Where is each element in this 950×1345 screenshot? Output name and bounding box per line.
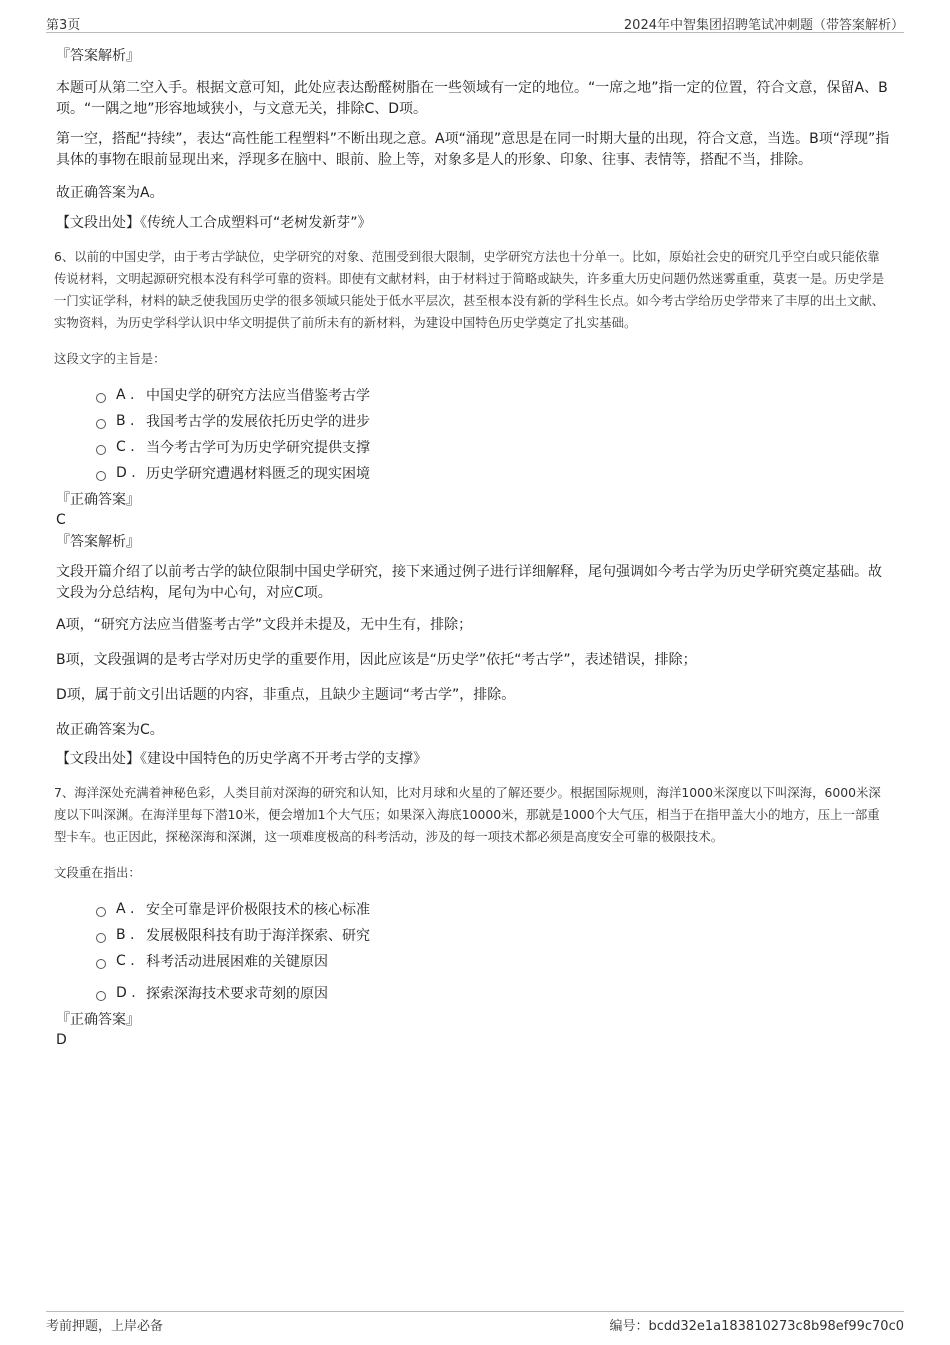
radio-icon[interactable]: [96, 393, 106, 403]
page-footer: [46, 1311, 904, 1334]
question-6-text: 6、以前的中国史学，由于考古学缺位，史学研究的对象、范围受到很大限制，史学研究方法也十分单一。比如，原始社会史的研究几乎空白或只能依靠传说材料，文明起源研究根本没有科学可靠的资料。即使有文献材料，由于材料过于简略或缺失，许多重大历史问题仍然迷雾重重，莫衷一是。历史学是一门实证学科，材料的缺乏使我国历史学的很多领域只能处于低水平层次，甚至根本没有新的学科生长点。如今考古学给历史学带来了丰厚的出土文献、实物资料，为历史学科学认识中华文明提供了前所未有的新材料，为建设中国特色历史学奠定了扎实基础。: [54, 249, 885, 330]
q5-analysis-label: 『答案解析』: [56, 48, 140, 64]
question-7-option-d[interactable]: [96, 980, 891, 1006]
q5-source: 【文段出处】《传统人工合成塑料可“老树发新芽”》: [56, 215, 372, 231]
question-6-options: [96, 382, 891, 486]
question-6-option-c[interactable]: [96, 434, 891, 460]
option-letter: A .: [116, 387, 135, 403]
radio-icon[interactable]: [96, 907, 106, 917]
option-letter: B .: [116, 927, 135, 943]
q6-source: 【文段出处】《建设中国特色的历史学离不开考古学的支撑》: [56, 751, 427, 767]
footer-slogan: 考前押题，上岸必备: [46, 1319, 164, 1334]
q6-analysis-label: 『答案解析』: [56, 534, 140, 550]
option-letter: C .: [116, 953, 135, 969]
question-7-text: 7、海洋深处充满着神秘色彩，人类目前对深海的研究和认知，比对月球和火星的了解还要少。根据国际规则，海洋1000米深度以下叫深海，6000米深度以下叫深渊。在海洋里每下潜10米，便会增加1个大气压；如果深入海底10000米，那就是1000个大气压，相当于在指甲盖大小的地方，压上一部重型卡车。也正因此，探秘深海和深渊，这一项难度极高的科考活动，涉及的每一项技术都必须是高度安全可靠的极限技术。: [54, 785, 881, 844]
page-header: [46, 14, 904, 33]
page-number: 第3页: [46, 18, 81, 33]
q6-conclusion: 故正确答案为C。: [56, 722, 164, 738]
document-body: [56, 46, 891, 1052]
radio-icon[interactable]: [96, 991, 106, 1001]
option-letter: D .: [116, 465, 136, 481]
question-6-option-d[interactable]: [96, 460, 891, 486]
radio-icon[interactable]: [96, 959, 106, 969]
q5-analysis-paragraph-1: 本题可从第二空入手。根据文意可知，此处应表达酚醛树脂在一些领域有一定的地位。“一席之地”指一定的位置，符合文意，保留A、B项。“一隅之地”形容地域狭小，与文意无关，排除C、D项。: [56, 80, 888, 117]
q7-answer-label: 『正确答案』: [56, 1012, 140, 1028]
question-7-option-b[interactable]: [96, 922, 891, 948]
option-letter: C .: [116, 439, 135, 455]
option-text: 中国史学的研究方法应当借鉴考古学: [146, 388, 370, 404]
option-text: 我国考古学的发展依托历史学的进步: [146, 414, 370, 430]
q6-answer-label: 『正确答案』: [56, 492, 140, 508]
q5-conclusion: 故正确答案为A。: [56, 185, 164, 201]
q6-analysis-d: D项，属于前文引出话题的内容，非重点，且缺少主题词“考古学”，排除。: [56, 687, 516, 703]
option-text: 当今考古学可为历史学研究提供支撑: [146, 440, 370, 456]
radio-icon[interactable]: [96, 933, 106, 943]
q7-answer: D: [56, 1032, 67, 1048]
radio-icon[interactable]: [96, 471, 106, 481]
question-7-option-c[interactable]: [96, 948, 891, 974]
option-text: 科考活动进展困难的关键原因: [146, 954, 328, 970]
option-text: 探索深海技术要求苛刻的原因: [146, 986, 328, 1002]
question-7-option-a[interactable]: [96, 896, 891, 922]
option-text: 历史学研究遭遇材料匮乏的现实困境: [146, 466, 370, 482]
radio-icon[interactable]: [96, 445, 106, 455]
document-title: 2024年中智集团招聘笔试冲刺题（带答案解析）: [623, 18, 904, 33]
radio-icon[interactable]: [96, 419, 106, 429]
question-7-prompt: 文段重在指出：: [54, 865, 141, 880]
question-6-option-a[interactable]: [96, 382, 891, 408]
question-6-option-b[interactable]: [96, 408, 891, 434]
option-letter: A .: [116, 901, 135, 917]
q6-answer: C: [56, 512, 66, 528]
option-text: 发展极限科技有助于海洋探索、研究: [146, 928, 370, 944]
option-text: 安全可靠是评价极限技术的核心标准: [146, 902, 370, 918]
question-6-prompt: 这段文字的主旨是：: [54, 351, 166, 366]
option-letter: B .: [116, 413, 135, 429]
option-letter: D .: [116, 985, 136, 1001]
q5-analysis-paragraph-2: 第一空，搭配“持续”，表达“高性能工程塑料”不断出现之意。A项“涌现”意思是在同一时期大量的出现，符合文意，当选。B项“浮现”指具体的事物在眼前显现出来，浮现多在脑中、眼前、脸上等，对象多是人的形象、印象、往事、表情等，搭配不当，排除。: [56, 131, 890, 168]
q6-analysis-b: B项，文段强调的是考古学对历史学的重要作用，因此应该是“历史学”依托“考古学”，表述错误，排除；: [56, 652, 697, 668]
q6-analysis-a: A项，“研究方法应当借鉴考古学”文段并未提及，无中生有，排除；: [56, 617, 473, 633]
document-id: 编号：bcdd32e1a183810273c8b98ef99c70c0: [609, 1319, 904, 1334]
q6-analysis-paragraph: 文段开篇介绍了以前考古学的缺位限制中国史学研究，接下来通过例子进行详细解释，尾句强调如今考古学为历史学研究奠定基础。故文段为分总结构，尾句为中心句，对应C项。: [56, 564, 882, 601]
question-7-options: [96, 896, 891, 1006]
